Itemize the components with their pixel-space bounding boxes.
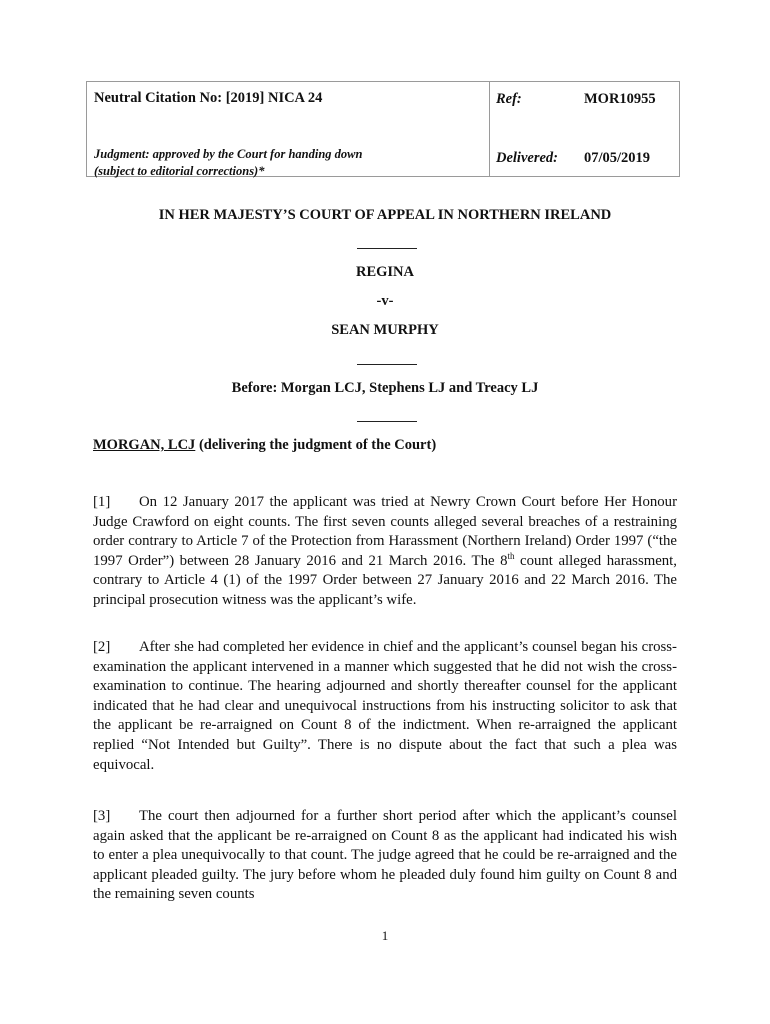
versus: -v-	[376, 293, 394, 309]
paragraph-number: [2]	[93, 639, 111, 655]
neutral-citation: Neutral Citation No: [2019] NICA 24	[94, 90, 323, 106]
delivering-note: (delivering the judgment of the Court)	[195, 437, 437, 453]
paragraph-3	[93, 807, 677, 905]
paragraph-number: [1]	[93, 494, 111, 510]
bench: Before: Morgan LCJ, Stephens LJ and Treacy LJ	[231, 380, 539, 396]
superscript: th	[507, 550, 515, 561]
header-divider	[489, 82, 490, 176]
approval-note	[94, 146, 424, 180]
header-table	[86, 81, 680, 177]
paragraph-1	[93, 493, 677, 611]
divider-rule	[357, 421, 417, 422]
approval-line-2: (subject to editorial corrections)*	[94, 164, 265, 178]
judgment-heading	[93, 437, 436, 454]
delivered-label: Delivered:	[496, 150, 558, 166]
paragraph-2	[93, 638, 677, 775]
court-title: IN HER MAJESTY’S COURT OF APPEAL IN NORTHERN IRELAND	[158, 207, 612, 223]
approval-line-1: Judgment: approved by the Court for handing down	[94, 147, 363, 161]
ref-value: MOR10955	[584, 91, 656, 107]
divider-rule	[357, 248, 417, 249]
party-defendant: SEAN MURPHY	[331, 322, 439, 338]
paragraph-number: [3]	[93, 808, 111, 824]
paragraph-text-cont: count alleged harassment, contrary to Article 4 (1) of the 1997 Order between 27 January 2016 and 22 March 2016. The principal prosecution witness was the applicant’s wife.	[93, 552, 677, 608]
ref-label: Ref:	[496, 91, 522, 107]
divider-rule	[357, 364, 417, 365]
paragraph-text: On 12 January 2017 the applicant was tried at Newry Crown Court before Her Honour Judge Crawford on eight counts. The first seven counts alleged several breaches of a restraining order contrary to Article 7 of the Protection from Harassment (Northern Ireland) Order 1997 (“the 1997 Order”) between 28 January 2016 and 21 March 2016. The 8	[93, 494, 677, 569]
paragraph-text: After she had completed her evidence in chief and the applicant’s counsel began his cross-examination the applicant intervened in a manner which suggested that he did not wish the cross-examination to continue. The hearing adjourned and shortly thereafter counsel for the applicant indicated that he had clear and unequivocal instructions from his instructing solicitor to ask that the applicant be re-arraigned on Count 8 of the indictment. When re-arraigned the applicant replied “Not Intended but Guilty”. There is no dispute about the fact that such a plea was equivocal.	[93, 639, 677, 773]
delivered-value: 07/05/2019	[584, 150, 651, 166]
party-plaintiff: REGINA	[355, 264, 414, 280]
delivering-judge: MORGAN, LCJ	[93, 437, 196, 453]
paragraph-text: The court then adjourned for a further short period after which the applicant’s counsel again asked that the applicant be re-arraigned on Count 8 as the applicant had indicated his wish to enter a plea unequivocally to that count. The judge agreed that he could be re-arraigned and the applicant pleaded guilty. The jury before whom he pleaded duly found him guilty on Count 8 and the remaining seven counts	[93, 808, 677, 903]
page-number: 1	[381, 928, 389, 943]
